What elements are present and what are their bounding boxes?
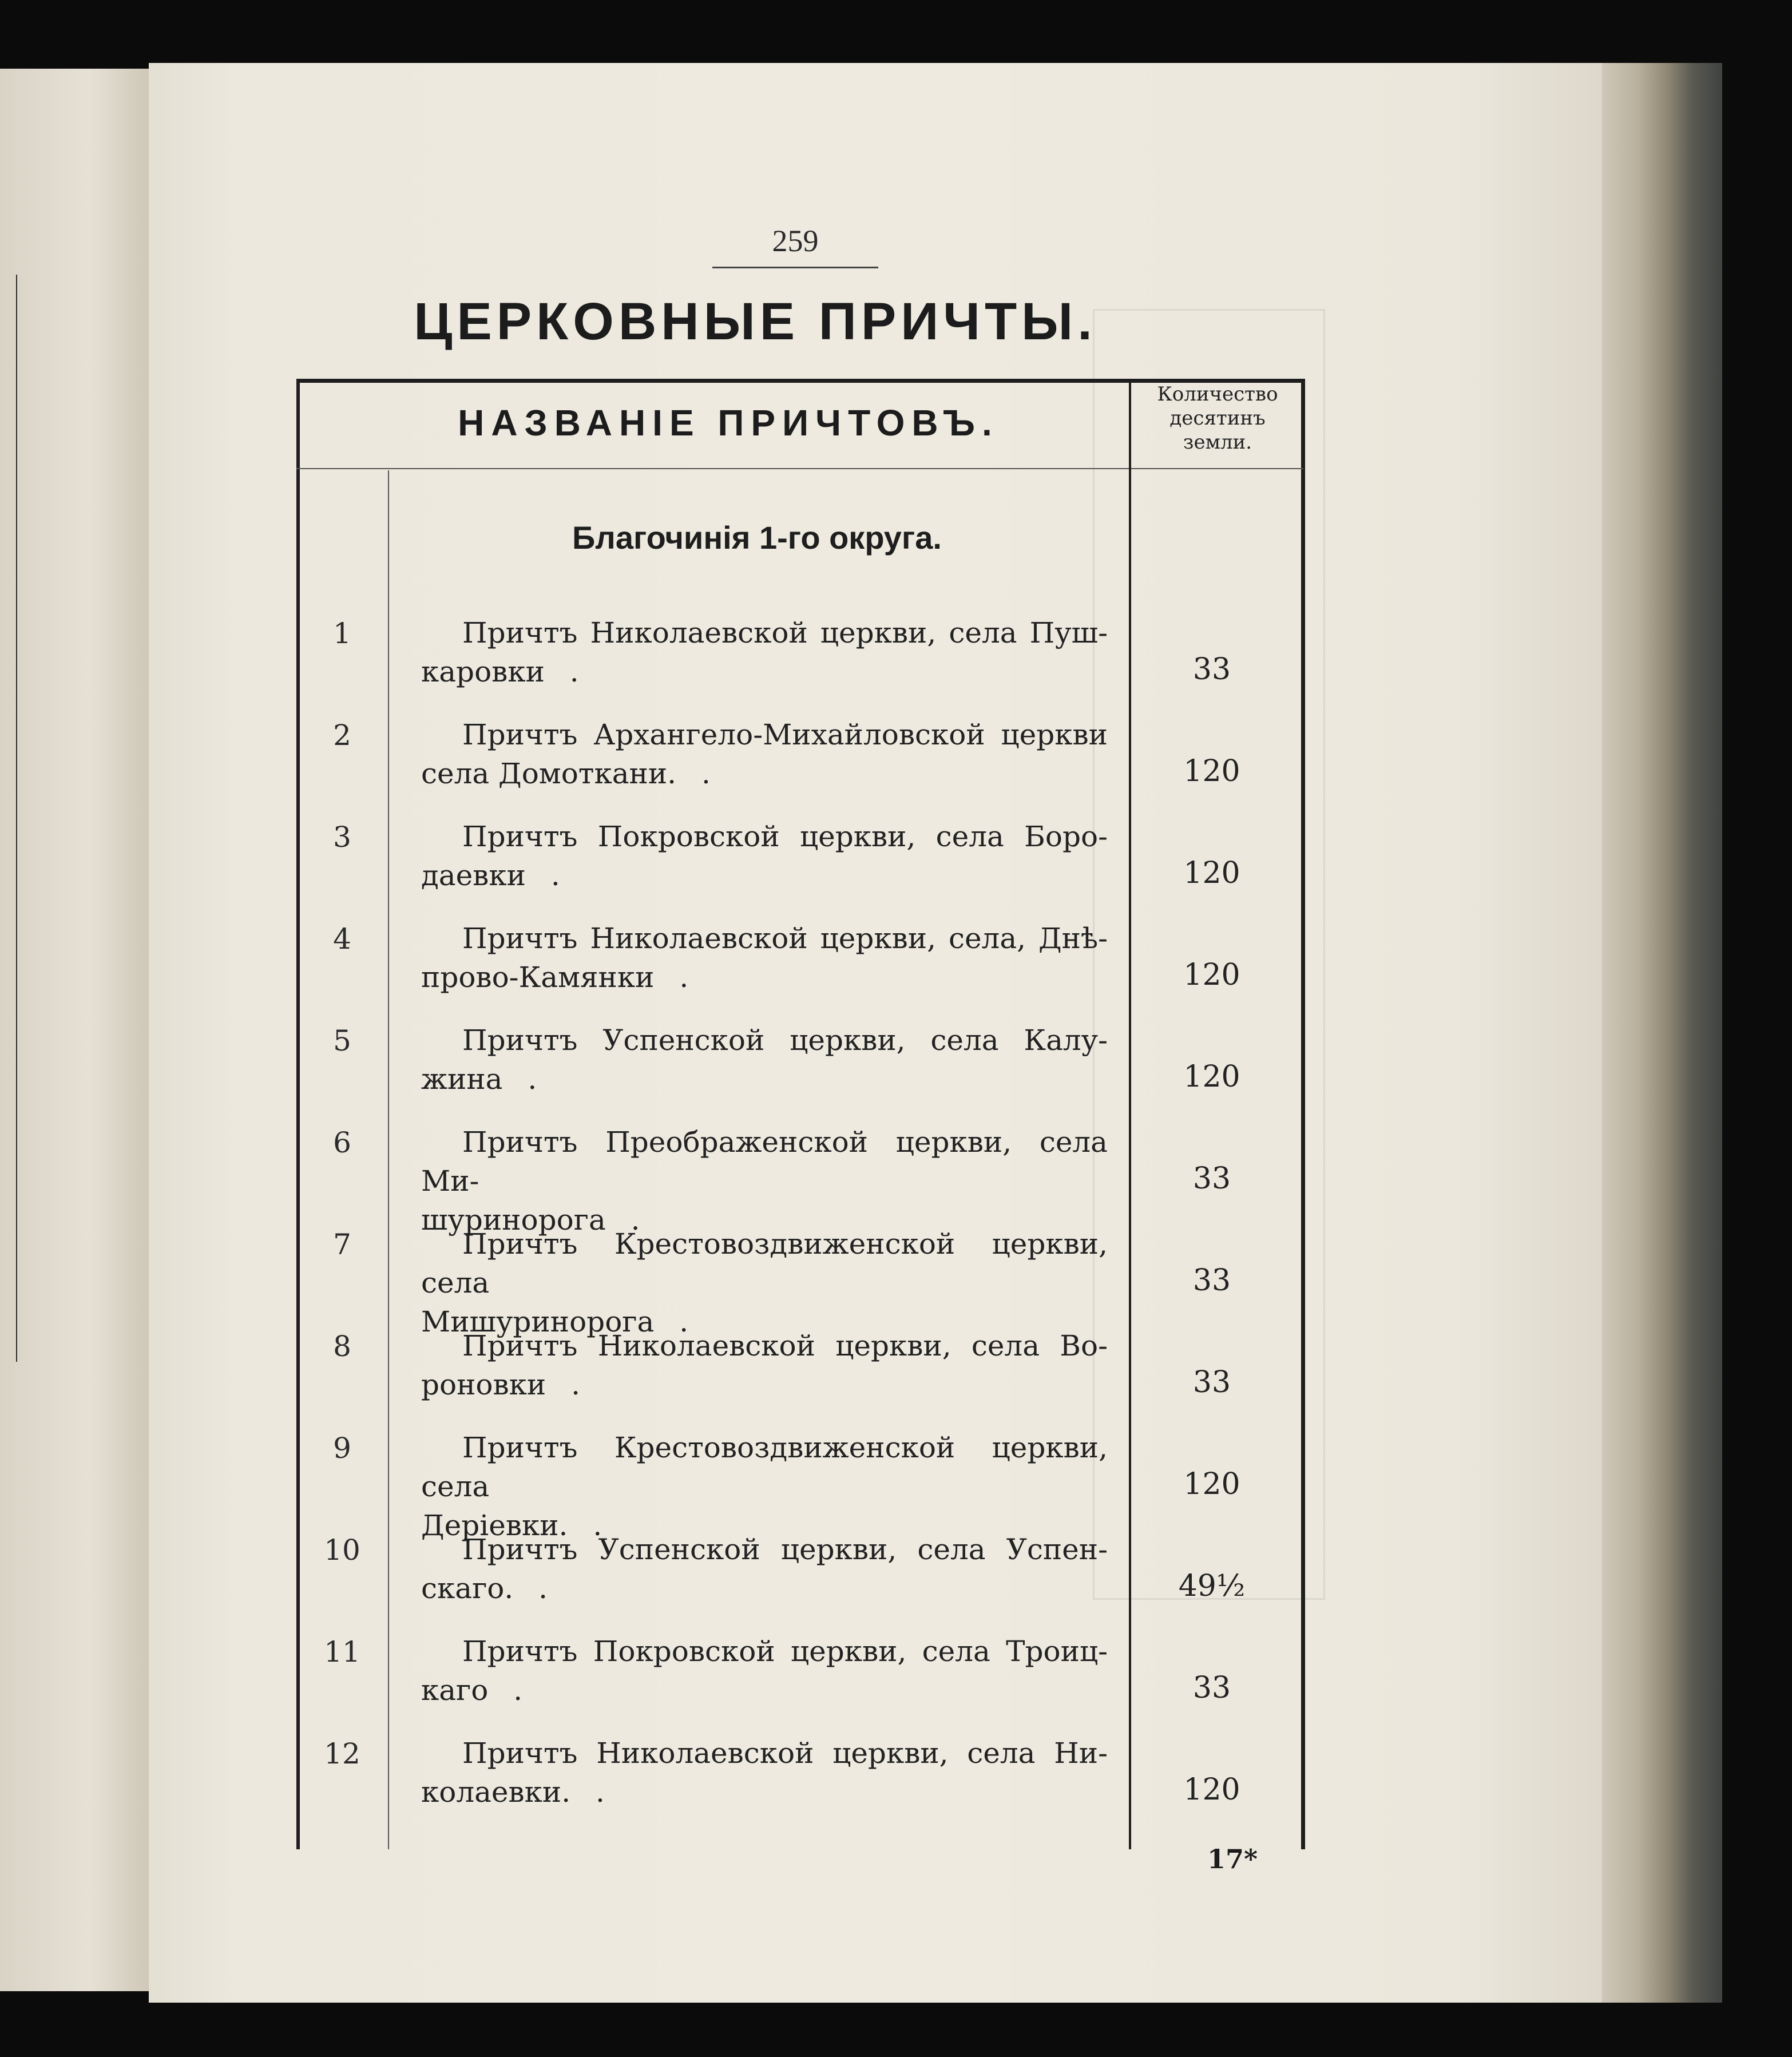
- row-qty: 33: [1192, 1263, 1231, 1298]
- row-number: 12: [324, 1737, 360, 1770]
- row-name: [421, 1530, 1108, 1608]
- table-row: [296, 1021, 1303, 1123]
- row-name: [421, 715, 1108, 793]
- header-qty: [1132, 382, 1303, 454]
- row-qty: 33: [1192, 1365, 1231, 1400]
- header-bottom-rule: [296, 468, 1303, 469]
- row-name: [421, 817, 1108, 895]
- row-name-line-1: Причтъ Успенской церкви, села Калу-: [462, 1024, 1108, 1057]
- row-name-line-2: [421, 754, 1108, 793]
- table-row: [296, 1123, 1303, 1236]
- leader-dots: .: [544, 655, 595, 688]
- leader-dots: .: [654, 961, 705, 994]
- row-name-line-1: Причтъ Покровской церкви, села Боро-: [462, 820, 1108, 853]
- row-qty: 120: [1183, 856, 1240, 890]
- row-qty: 33: [1192, 1671, 1231, 1705]
- row-name-line-1: Причтъ Преображенской церкви, села Ми-: [421, 1125, 1108, 1198]
- row-name-line-1: Причтъ Успенской церкви, села Успен-: [462, 1533, 1108, 1566]
- page-number: 259: [772, 224, 819, 258]
- row-number: 9: [333, 1432, 351, 1465]
- row-number: 2: [333, 719, 351, 752]
- row-name: [421, 1021, 1108, 1099]
- row-name-line-2-text: жина: [421, 1063, 503, 1096]
- row-name-line-2-text: каровки: [421, 655, 545, 688]
- leader-dots: .: [502, 1063, 553, 1096]
- row-name-line-2-text: села Домоткани.: [421, 757, 677, 790]
- row-name-line-2-text: скаго.: [421, 1572, 514, 1605]
- row-name-line-1: Причтъ Николаевской церкви, села Во-: [462, 1329, 1108, 1362]
- table-row: [296, 817, 1303, 919]
- leader-dots: .: [605, 1203, 656, 1236]
- leader-dots: .: [654, 1305, 705, 1338]
- row-qty: 120: [1183, 958, 1240, 992]
- signature-mark: 17*: [1207, 1844, 1258, 1874]
- table-row: [296, 1326, 1303, 1428]
- row-name-line-1: Причтъ Николаевской церкви, села Пуш-: [462, 616, 1108, 649]
- row-name-line-2-text: каго: [421, 1674, 489, 1707]
- row-name-line-2: [421, 652, 1108, 691]
- table-row: [296, 1632, 1303, 1734]
- row-qty: 49½: [1178, 1569, 1246, 1603]
- header-name: НАЗВАНIЕ ПРИЧТОВЪ.: [458, 402, 999, 443]
- page-title: ЦЕРКОВНЫЕ ПРИЧТЫ.: [414, 292, 1097, 351]
- row-name: [421, 1632, 1108, 1710]
- row-name: [421, 1734, 1108, 1812]
- table-row: [296, 1530, 1303, 1632]
- leader-dots: .: [525, 859, 576, 892]
- row-number: 1: [333, 617, 351, 650]
- leader-dots: .: [546, 1368, 597, 1401]
- row-qty: 120: [1183, 1060, 1240, 1094]
- row-name: [421, 1326, 1108, 1404]
- row-number: 3: [333, 821, 351, 854]
- leader-dots: .: [570, 1775, 621, 1809]
- row-name-line-1: Причтъ Крестовоздвиженской церкви, села: [421, 1227, 1108, 1299]
- row-name-line-2-text: роновки: [421, 1368, 546, 1401]
- row-name-line-1: Причтъ Николаевской церкви, села, Днѣ-: [462, 922, 1108, 955]
- row-number: 4: [333, 922, 351, 956]
- row-name: [421, 1123, 1108, 1239]
- row-name-line-2: [421, 856, 1108, 895]
- row-name-line-2: [421, 1773, 1108, 1812]
- row-name-line-1: Причтъ Архангело-Михайловской церкви: [462, 718, 1108, 751]
- left-page-rule: [16, 275, 17, 1362]
- row-name-line-2: [421, 1365, 1108, 1404]
- row-qty: 33: [1192, 1162, 1231, 1196]
- table-row: [296, 919, 1303, 1021]
- leader-dots: .: [513, 1572, 564, 1605]
- row-name-line-2-text: даевки: [421, 859, 526, 892]
- row-number: 6: [333, 1126, 351, 1159]
- left-page: [0, 69, 149, 1991]
- row-name-line-2: [421, 1671, 1108, 1710]
- row-name-line-2-text: Дерiевки.: [421, 1509, 568, 1542]
- row-number: 11: [324, 1635, 360, 1668]
- row-number: 10: [324, 1533, 360, 1567]
- page-number-rule: [712, 267, 878, 268]
- row-name: [421, 919, 1108, 997]
- table-row: [296, 1734, 1303, 1836]
- row-name-line-2: [421, 958, 1108, 997]
- section-heading: Благочинiя 1-го округа.: [572, 520, 942, 556]
- row-name-line-1: Причтъ Крестовоздвиженской церкви, села: [421, 1431, 1108, 1503]
- row-name-line-2: [421, 1569, 1108, 1608]
- row-number: 5: [333, 1024, 351, 1057]
- row-name-line-1: Причтъ Покровской церкви, села Троиц-: [462, 1635, 1108, 1668]
- header-qty-line-1: Количество: [1157, 383, 1278, 406]
- row-name-line-2-text: шуринорога: [421, 1203, 606, 1236]
- row-name: [421, 1428, 1108, 1545]
- leader-dots: .: [676, 757, 727, 790]
- row-qty: 120: [1183, 1467, 1240, 1501]
- leader-dots: .: [488, 1674, 539, 1707]
- table-row: [296, 613, 1303, 715]
- row-name-line-2-text: колаевки.: [421, 1775, 571, 1809]
- row-name-line-2: [421, 1060, 1108, 1099]
- row-qty: 33: [1192, 652, 1231, 687]
- table-row: [296, 715, 1303, 817]
- book-edge: [1602, 63, 1722, 2003]
- row-name-line-1: Причтъ Николаевской церкви, села Ни-: [462, 1737, 1108, 1770]
- row-qty: 120: [1183, 754, 1240, 788]
- row-name-line-2-text: Мишуринорога: [421, 1305, 655, 1338]
- row-number: 8: [333, 1330, 351, 1363]
- table-row: [296, 1428, 1303, 1542]
- row-number: 7: [333, 1228, 351, 1261]
- header-qty-line-3: земли.: [1183, 431, 1252, 454]
- row-name: [421, 613, 1108, 691]
- row-name-line-2-text: прово-Камянки: [421, 961, 655, 994]
- header-qty-line-2: десятинъ: [1169, 407, 1266, 430]
- row-name: [421, 1224, 1108, 1341]
- leader-dots: .: [568, 1509, 619, 1542]
- parish-table: [296, 379, 1303, 1849]
- table-row: [296, 1224, 1303, 1338]
- row-qty: 120: [1183, 1773, 1240, 1807]
